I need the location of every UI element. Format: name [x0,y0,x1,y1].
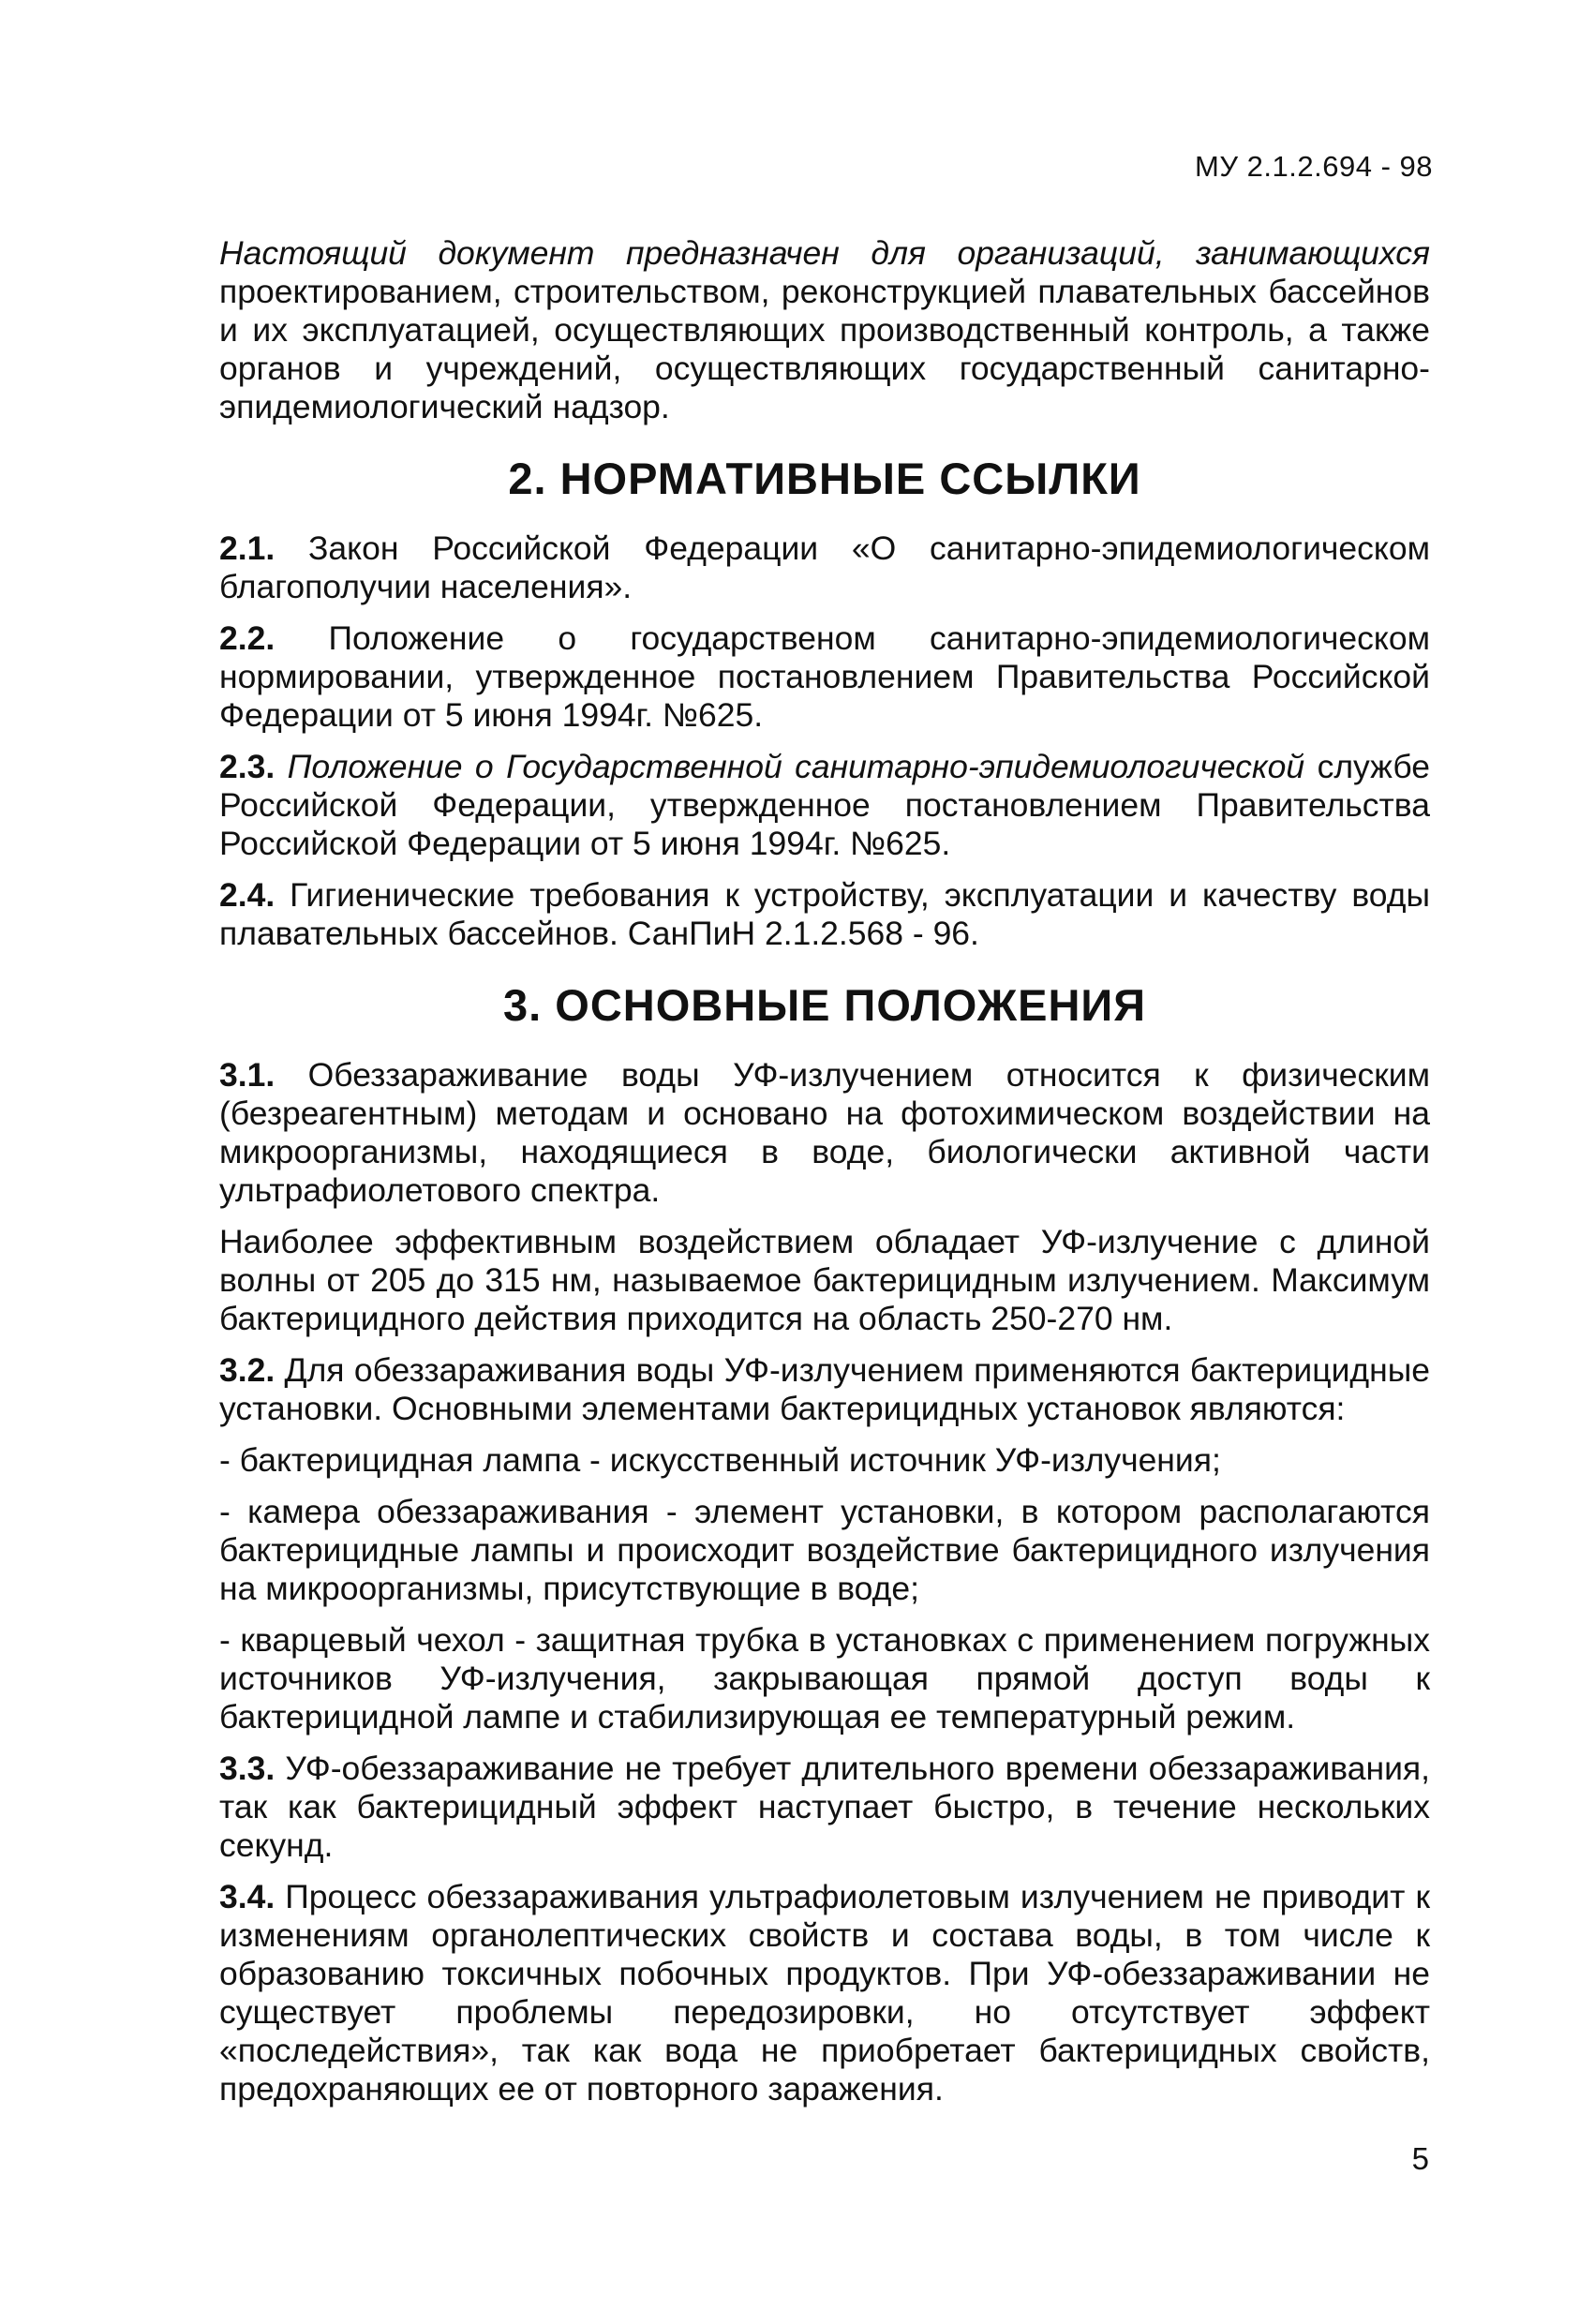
item-2-2 [219,619,1430,735]
bullet-lamp: - бактерицидная лампа - искусственный источник УФ-излучения; [219,1441,1221,1479]
item-number: 3.1. [219,1056,276,1094]
item-3-1 [219,1056,1430,1210]
item-2-1 [219,529,1430,606]
item-number: 3.2. [219,1351,276,1389]
item-text: Процесс обеззараживания ультрафиолетовым излучением не приводит к изменениям органолептических свойств и состава воды, в том числе к образованию токсичных побочных продуктов. При УФ-обеззараживании не существует проблемы передозировки, но отсутствует эффект «последействия», так как вода не приобретает бактерицидных свойств, предохраняющих ее от повторного заражения. [219,1878,1430,2108]
item-number: 2.1. [219,529,276,567]
item-number: 3.4. [219,1878,276,1915]
item-3-4 [219,1878,1430,2108]
intro-text: проектированием, строительством, реконструкцией плавательных бассейнов и их эксплуатацией, осуществляющих производственный контроль, а также органов и учреждений, осуществляющих государственный санитарно-эпидемиологический надзор. [219,273,1430,425]
intro-italic-text: Настоящий документ предназначен для организаций, занимающихся [219,234,1430,272]
item-text: службе Российской Федерации, утвержденное постановлением Правительства Российской Федерации от 5 июня 1994г. №625. [219,748,1430,862]
section-3-title: 3. ОСНОВНЫЕ ПОЛОЖЕНИЯ [503,980,1146,1030]
item-number: 3.3. [219,1750,276,1787]
item-text: Обеззараживание воды УФ-излучением относится к физическим (безреагентным) методам и основано на фотохимическом воздействии на микроорганизмы, находящиеся в воде, биологически активной части ультрафиолетового спектра. [219,1056,1430,1209]
item-text: УФ-обеззараживание не требует длительного времени обеззараживания, так как бактерицидный эффект наступает быстро, в течение нескольких секунд. [219,1750,1430,1864]
item-text: Положение о государственом санитарно-эпидемиологическом нормировании, утвержденное постановлением Правительства Российской Федерации от 5 июня 1994г. №625. [219,619,1430,734]
item-2-4 [219,876,1430,953]
item-number: 2.3. [219,748,276,785]
document-code: МУ 2.1.2.694 - 98 [1195,150,1433,183]
paragraph-wavelength: Наиболее эффективным воздействием обладает УФ-излучение с длиной волны от 205 до 315 нм, называемое бактерицидным излучением. Максимум бактерицидного действия приходится на область 250-270 нм. [219,1223,1430,1337]
page-number: 5 [1411,2141,1429,2176]
item-text: Гигиенические требования к устройству, эксплуатации и качеству воды плавательных бассейнов. СанПиН 2.1.2.568 - 96. [219,876,1430,952]
item-italic-text: Положение о Государственной санитарно-эпидемиологической [287,748,1305,785]
item-3-2 [219,1351,1430,1428]
intro-paragraph [219,234,1430,426]
item-number: 2.2. [219,619,276,657]
item-3-3 [219,1750,1430,1865]
section-2-title: 2. НОРМАТИВНЫЕ ССЫЛКИ [508,454,1141,503]
item-number: 2.4. [219,876,276,914]
item-text: Для обеззараживания воды УФ-излучением применяются бактерицидные установки. Основными элементами бактерицидных установок являются: [219,1351,1430,1427]
item-text: Закон Российской Федерации «О санитарно-эпидемиологическом благополучии населения». [219,529,1430,605]
document-body [219,234,1430,2122]
bullet-chamber: - камера обеззараживания - элемент установки, в котором располагаются бактерицидные лампы и происходит воздействие бактерицидного излучения на микроорганизмы, присутствующие в воде; [219,1493,1430,1607]
item-2-3 [219,748,1430,863]
bullet-quartz-cover: - кварцевый чехол - защитная трубка в установках с применением погружных источников УФ-излучения, закрывающая прямой доступ воды к бактерицидной лампе и стабилизирующая ее температурный режим. [219,1621,1430,1736]
